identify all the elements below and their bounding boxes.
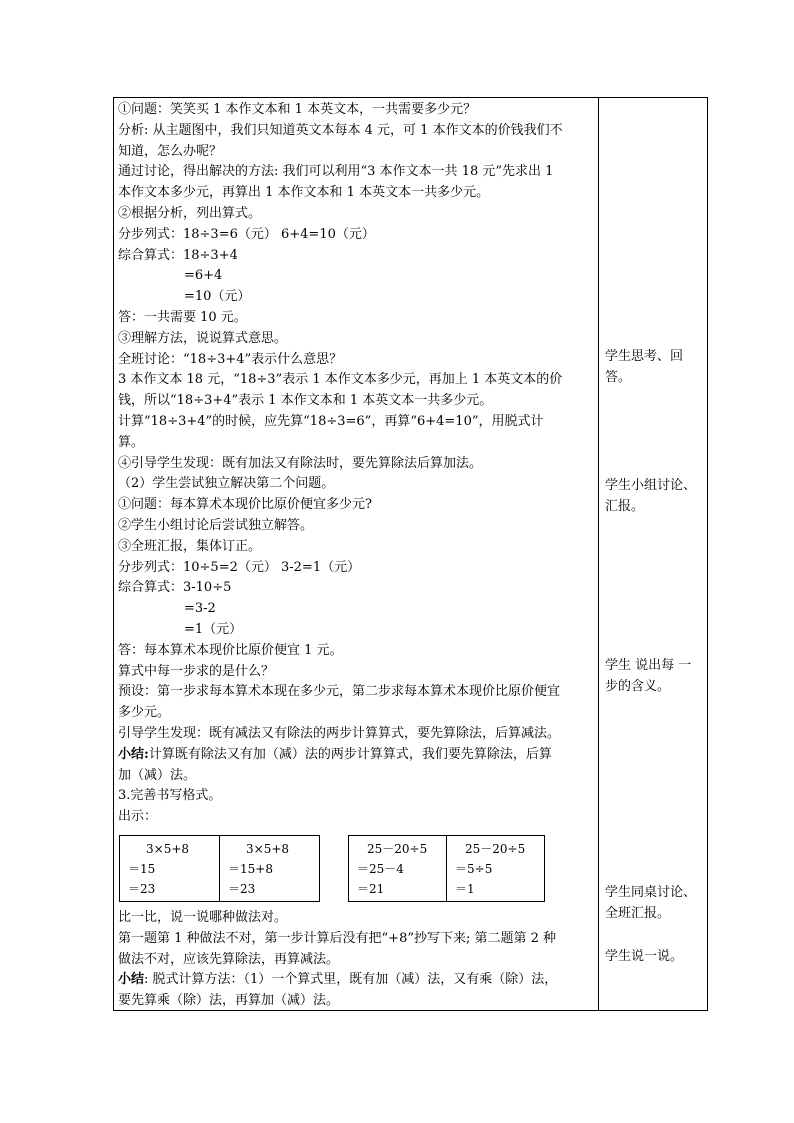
example-group-2 xyxy=(348,835,545,902)
side-note-3: 学生 说出每 一 xyxy=(605,658,692,673)
summary-2-label: 小结 xyxy=(118,972,145,988)
side-note-4b: 全班汇报。 xyxy=(605,906,671,921)
line-preset: 预设：第一步求每本算术本现在多少元，第二步求每本算术本现价比原价便宜 xyxy=(118,684,561,700)
summary-label: 小结: xyxy=(118,746,149,762)
line-summary-2b: 要先算乘（除）法，再算加（减）法。 xyxy=(118,993,340,1009)
example-1a xyxy=(120,836,219,901)
line-combined-1b: =6+4 xyxy=(184,268,223,284)
line-stepwise-1: 分步列式：18÷3=6（元） 6+4=10（元） xyxy=(118,226,375,242)
line-meaning-2: 钱，所以“18÷3+4”表示 1 本作文本和 1 本英文本一共多少元。 xyxy=(118,393,493,409)
line-explain-2: 做法不对，应该先算除法，再算减法。 xyxy=(118,951,340,967)
example-2a-step2: ＝21 xyxy=(357,882,385,896)
example-group-1 xyxy=(119,835,320,902)
line-analysis: 分析: 从主题图中，我们只知道英文本每本 4 元，可 1 本作文本的价钱我们不 xyxy=(118,122,563,138)
example-1b xyxy=(219,836,319,901)
line-step-3: ③理解方法，说说算式意思。 xyxy=(118,330,288,346)
column-divider xyxy=(598,98,599,1010)
line-combined-1c: =10（元） xyxy=(184,289,251,305)
line-summary-1b: 加（减）法。 xyxy=(118,767,197,783)
example-1a-step1: ＝15 xyxy=(128,862,156,876)
line-discussion: 通过讨论，得出解决的方法: 我们可以利用“3 本作文本一共 18 元”先求出 1 xyxy=(118,164,554,180)
line-group-work: ②学生小组讨论后尝试独立解答。 xyxy=(118,517,314,533)
line-step-4: ④引导学生发现：既有加法又有除法时，要先算除法后算加法。 xyxy=(118,455,483,471)
line-meaning: 3 本作文本 18 元，“18÷3”表示 1 本作文本多少元，再加上 1 本英文本的价 xyxy=(118,372,563,388)
line-question-2: ①问题：每本算术本现价比原价便宜多少元? xyxy=(118,497,372,513)
example-2b xyxy=(446,836,544,901)
example-1a-step2: ＝23 xyxy=(128,882,156,896)
line-combined-2: 综合算式：3-10÷5 xyxy=(118,580,232,596)
line-summary-2 xyxy=(118,970,594,991)
line-analysis-2: 知道，怎么办呢？ xyxy=(118,143,223,159)
example-1b-step1: ＝15+8 xyxy=(228,862,273,876)
example-2a xyxy=(349,836,446,901)
line-answer-2: 答：每本算术本现价比原价便宜 1 元。 xyxy=(118,642,343,658)
side-note-2b: 汇报。 xyxy=(605,499,645,514)
example-1b-step2: ＝23 xyxy=(228,882,256,896)
line-summary-1 xyxy=(118,745,594,766)
line-discussion-2: 本作文本多少元，再算出 1 本作文本和 1 本英文本一共多少元。 xyxy=(118,185,490,201)
line-report: ③全班汇报，集体订正。 xyxy=(118,538,262,554)
summary-text: 计算既有除法又有加（减）法的两步计算算式，我们要先算除法，后算 xyxy=(148,746,552,762)
line-each-step: 算式中每一步求的是什么？ xyxy=(118,663,275,679)
example-2a-expr: 25－20÷5 xyxy=(367,842,428,856)
example-2b-expr: 25－20÷5 xyxy=(465,842,526,856)
line-format: 3.完善书写格式。 xyxy=(118,788,222,804)
line-compare: 比一比，说一说哪种做法对。 xyxy=(118,910,288,925)
example-1a-expr: 3×5+8 xyxy=(146,842,190,856)
example-2b-step2: ＝1 xyxy=(455,882,475,896)
line-combined-1: 综合算式：18÷3+4 xyxy=(118,247,238,263)
line-part-2: （2）学生尝试独立解决第二个问题。 xyxy=(118,476,335,492)
lesson-table xyxy=(113,97,708,1011)
example-2b-step1: ＝5÷5 xyxy=(455,862,493,876)
side-note-2: 学生小组讨论、 xyxy=(605,478,697,493)
line-discovery: 引导学生发现：既有减法又有除法的两步计算算式，要先算除法，后算减法。 xyxy=(118,725,561,741)
example-1b-expr: 3×5+8 xyxy=(246,842,290,856)
line-stepwise-2: 分步列式：10÷5=2（元） 3-2=1（元） xyxy=(118,559,361,575)
summary-2-text: : 脱式计算方法：（1）一个算式里，既有加（减）法，又有乘（除）法， xyxy=(144,972,558,988)
line-explain: 第一题第 1 种做法不对，第一步计算后没有把“+8”抄写下来; 第二题第 2 种 xyxy=(118,930,557,946)
line-preset-2: 多少元。 xyxy=(118,705,171,721)
line-show: 出示： xyxy=(118,809,158,825)
lesson-content-bottom xyxy=(118,908,594,1012)
line-combined-2c: =1（元） xyxy=(184,621,243,637)
side-note-5: 学生说一说。 xyxy=(605,949,684,964)
side-note-4: 学生同桌讨论、 xyxy=(605,885,697,900)
line-question-1: ①问题：笑笑买 1 本作文本和 1 本英文本，一共需要多少元？ xyxy=(118,102,477,117)
line-calc-order: 计算“18÷3+4”的时候，应先算“18÷3=6”，再算“6+4=10”，用脱式计 xyxy=(118,413,544,429)
example-2a-step1: ＝25－4 xyxy=(357,862,404,876)
side-note-1: 学生思考、回答。 xyxy=(605,349,684,385)
side-note-3b: 步的含义。 xyxy=(605,679,671,694)
line-calc-order-2: 算。 xyxy=(118,434,145,450)
line-combined-2b: =3-2 xyxy=(184,601,216,617)
line-step-2: ②根据分析，列出算式。 xyxy=(118,205,262,221)
line-answer-1: 答：一共需要 10 元。 xyxy=(118,309,247,325)
line-class-discussion: 全班讨论：“18÷3+4”表示什么意思？ xyxy=(118,351,343,367)
lesson-content xyxy=(118,100,594,828)
